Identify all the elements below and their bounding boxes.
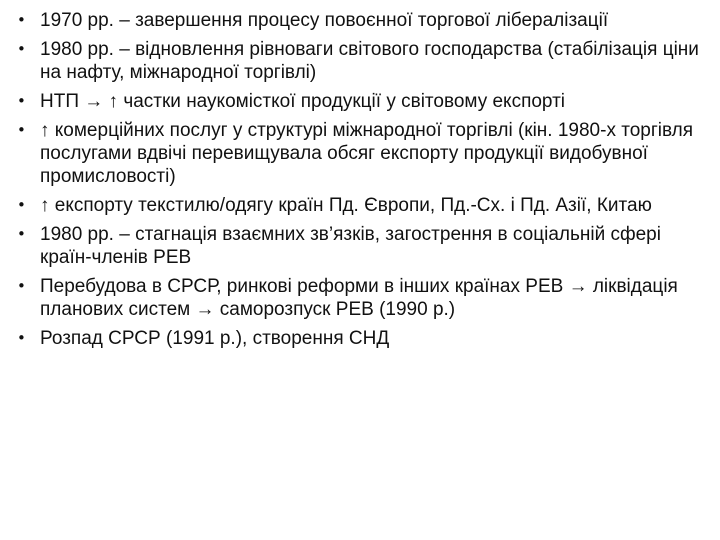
bullet-icon: • bbox=[17, 225, 26, 243]
list-item-text: НТП → ↑ частки наукомісткої продукції у світовому експорті bbox=[40, 91, 566, 112]
list-item-text: Розпад СРСР (1991 р.), створення СНД bbox=[40, 328, 390, 349]
bullet-icon: • bbox=[17, 11, 26, 29]
list-item-text: Перебудова в СРСР, ринкові реформи в інших країнах РЕВ → ліквідація планових систем → саморозпуск РЕВ (1990 р.) bbox=[40, 276, 678, 320]
list-item bbox=[14, 90, 710, 113]
bullet-icon: • bbox=[17, 277, 26, 295]
list-item bbox=[14, 275, 710, 321]
bullet-icon: • bbox=[17, 329, 26, 347]
list-item-text: ↑ експорту текстилю/одягу країн Пд. Європи, Пд.-Сх. і Пд. Азії, Китаю bbox=[40, 195, 652, 216]
list-item bbox=[14, 9, 710, 32]
list-item bbox=[14, 327, 710, 350]
list-item bbox=[14, 119, 710, 188]
bullet-icon: • bbox=[17, 196, 26, 214]
bullet-icon: • bbox=[17, 121, 26, 139]
list-item-text: ↑ комерційних послуг у структурі міжнародної торгівлі (кін. 1980-х торгівля послугами вдвічі перевищувала обсяг експорту продукції видобувної промисловості) bbox=[40, 120, 694, 187]
list-item-text: 1980 рр. – стагнація взаємних зв’язків, загострення в соціальній сфері країн-членів РЕВ bbox=[40, 224, 661, 268]
list-item bbox=[14, 194, 710, 217]
list-item bbox=[14, 223, 710, 269]
list-item-text: 1980 рр. – відновлення рівноваги світового господарства (стабілізація ціни на нафту, міжнародної торгівлі) bbox=[40, 39, 699, 83]
bullet-icon: • bbox=[17, 40, 26, 58]
bullet-icon: • bbox=[17, 92, 26, 110]
bullet-list bbox=[14, 9, 710, 350]
list-item bbox=[14, 38, 710, 84]
list-item-text: 1970 рр. – завершення процесу повоєнної торгової лібералізації bbox=[40, 10, 609, 31]
